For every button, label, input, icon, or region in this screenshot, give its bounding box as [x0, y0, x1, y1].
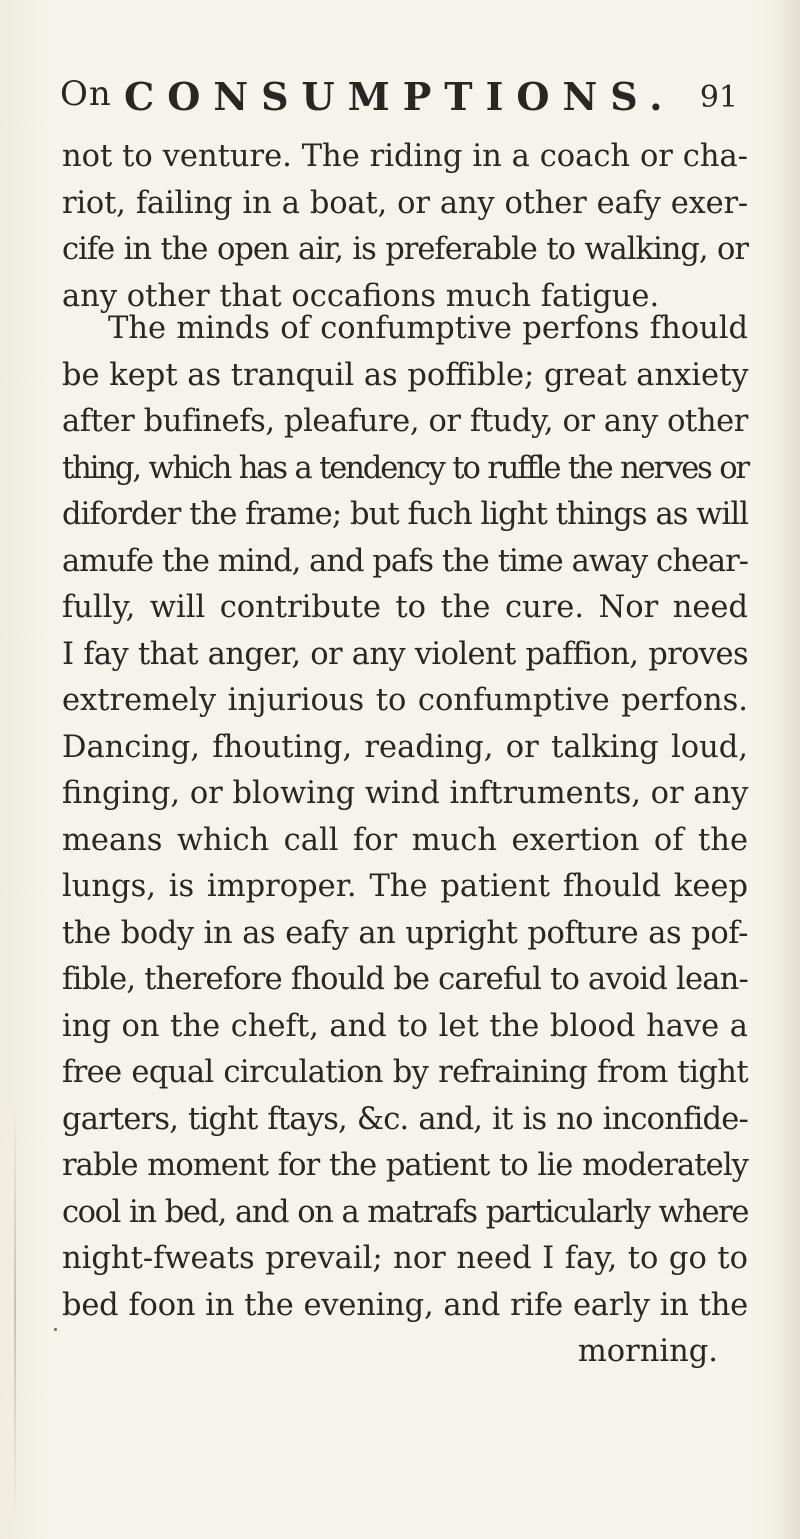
text-line: be kept as tranquil as poffible; great anxiety: [62, 357, 749, 393]
text-line: cife in the open air, is preferable to walking, or: [62, 232, 748, 267]
text-line: night-fweats prevail; nor need I fay, to go to: [62, 1241, 748, 1276]
text-line: not to venture. The riding in a coach or cha-: [62, 139, 748, 174]
running-head: [60, 62, 760, 122]
text-line: ing on the cheft, and to let the blood have a: [62, 1008, 748, 1044]
page-edge-shadow: [778, 0, 800, 1539]
text-line: cool in bed, and on a matrafs particularly where: [62, 1194, 748, 1230]
text-line: rable moment for the patient to lie moderately: [62, 1148, 748, 1183]
margin-stain: [14, 1100, 16, 1520]
text-line: any other that occafions much fatigue.: [62, 278, 660, 314]
running-head-title: CONSUMPTIONS.: [124, 74, 676, 119]
text-line: lungs, is improper. The patient fhould keep: [62, 869, 748, 904]
paragraph-1: [62, 134, 748, 320]
text-line: finging, or blowing wind inftruments, or any: [62, 776, 749, 811]
text-line: extremely injurious to confumptive perfons.: [62, 683, 748, 718]
page-number: 91: [699, 80, 738, 115]
text-line: Dancing, fhouting, reading, or talking loud,: [62, 729, 748, 765]
ink-speck: [54, 1328, 57, 1331]
text-line: morning.: [577, 1334, 718, 1369]
text-line: thing, which has a tendency to ruffle the nerves or: [62, 450, 748, 486]
running-head-prefix: On: [60, 74, 112, 114]
text-line: amufe the mind, and pafs the time away chear-: [62, 543, 748, 579]
text-line: diforder the frame; but fuch light things as will: [62, 497, 749, 532]
text-line: the body in as eafy an upright pofture as pof-: [62, 915, 748, 951]
text-line: garters, tight ftays, &c. and, it is no inconfide-: [62, 1101, 748, 1137]
text-line: riot, failing in a boat, or any other eafy exer-: [62, 185, 748, 221]
text-line: bed foon in the evening, and rife early in the: [62, 1287, 748, 1323]
text-line: I fay that anger, or any violent paffion, proves: [62, 636, 748, 672]
text-line: free equal circulation by refraining from tight: [62, 1055, 748, 1090]
paragraph-2: [62, 306, 748, 1376]
text-line: The minds of confumptive perfons fhould: [108, 311, 748, 346]
text-line: after bufinefs, pleafure, or ftudy, or any other: [62, 404, 748, 439]
text-line: fully, will contribute to the cure. Nor need: [62, 590, 748, 625]
text-line: fible, therefore fhould be careful to avoid lean-: [62, 962, 748, 997]
text-line: means which call for much exertion of the: [62, 822, 748, 858]
